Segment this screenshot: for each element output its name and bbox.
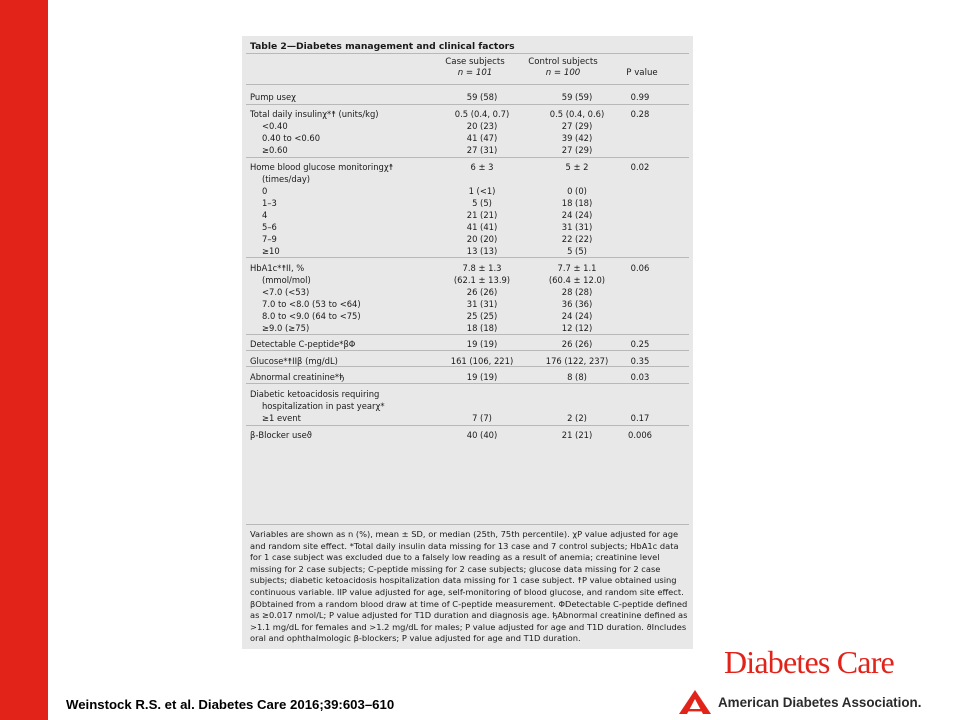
cell-control: 5 (5) — [567, 246, 587, 256]
rule — [246, 157, 689, 158]
table-row — [242, 144, 693, 156]
row-label: 8.0 to <9.0 (64 to <75) — [262, 311, 361, 321]
table-row — [242, 388, 693, 400]
table-row — [242, 132, 693, 144]
citation: Weinstock R.S. et al. Diabetes Care 2016;39:603–610 — [66, 697, 395, 712]
row-label: Home blood glucose monitoringχ☨ — [250, 162, 394, 172]
header-control — [513, 57, 613, 79]
table-panel — [242, 36, 693, 649]
cell-p: 0.28 — [630, 109, 650, 119]
row-label: Diabetic ketoacidosis requiring — [250, 389, 380, 399]
table-row — [242, 371, 693, 383]
table-row — [242, 120, 693, 132]
rule — [246, 257, 689, 258]
table-row — [242, 161, 693, 173]
rule — [246, 104, 689, 105]
cell-control: 59 (59) — [561, 92, 593, 102]
row-label: (mmol/mol) — [262, 275, 311, 285]
cell-control: 27 (29) — [561, 145, 593, 155]
rule — [246, 53, 689, 54]
cell-control: 176 (122, 237) — [545, 356, 609, 366]
cell-control: 28 (28) — [561, 287, 593, 297]
cell-p: 0.25 — [630, 339, 650, 349]
table-row — [242, 91, 693, 103]
cell-case: 26 (26) — [466, 287, 498, 297]
table-row — [242, 412, 693, 424]
row-label: 4 — [262, 210, 268, 220]
row-label: 0.40 to <0.60 — [262, 133, 321, 143]
cell-control: 24 (24) — [561, 210, 593, 220]
row-label: Abnormal creatinine*ђ — [250, 372, 345, 382]
cell-control: 0 (0) — [567, 186, 587, 196]
cell-case: 7 (7) — [472, 413, 492, 423]
table-row — [242, 355, 693, 367]
rule — [246, 350, 689, 351]
cell-control: 2 (2) — [567, 413, 587, 423]
cell-p: 0.35 — [630, 356, 650, 366]
cell-case: 13 (13) — [466, 246, 498, 256]
row-label: Pump useχ — [250, 92, 297, 102]
table-row — [242, 310, 693, 322]
cell-control: 36 (36) — [561, 299, 593, 309]
cell-case: 18 (18) — [466, 323, 498, 333]
row-label: Detectable C-peptide*βΦ — [250, 339, 356, 349]
cell-control: 27 (29) — [561, 121, 593, 131]
cell-p: 0.06 — [630, 263, 650, 273]
table-footnote: Variables are shown as n (%), mean ± SD, or median (25th, 75th percentile). χP value adjusted for age and random site effect. *Total daily insulin data missing for 13 case and 7 control subjects; HbA1c data for 1 case subject was excluded due to a falsely low reading as a result of anemia; creatinine level missing for 2 case subjects; C-peptide missing for 2 case subjects; glucose data missing for 2 case subjects; diabetic ketoacidosis hospitalization data missing for 1 case subject. ☨P value obtained using continuous variable. IIP value adjusted for age, self-monitoring of blood glucose, and random site effect. βObtained from a random blood draw at time of C-peptide measurement. ΦDetectable C-peptide defined as ≥0.017 nmol/L; P value adjusted for T1D duration and diagnosis age. ђAbnormal creatinine defined as >1.1 mg/dL for females and >1.2 mg/dL for males; P value adjusted for age and T1D duration. ϑIncludes oral and ophthalmologic β-blockers; P value adjusted for age and T1D duration. — [250, 529, 688, 644]
cell-case: 19 (19) — [466, 372, 498, 382]
cell-control: 7.7 ± 1.1 — [557, 263, 597, 273]
table-row — [242, 197, 693, 209]
cell-control: 8 (8) — [567, 372, 587, 382]
cell-control: 21 (21) — [561, 430, 593, 440]
row-label: <0.40 — [262, 121, 288, 131]
header-control-label: Control subjects — [528, 57, 598, 67]
rule — [246, 383, 689, 384]
table-row — [242, 209, 693, 221]
cell-p: 0.99 — [630, 92, 650, 102]
table-row — [242, 338, 693, 350]
cell-case: 59 (58) — [466, 92, 498, 102]
ada-logo — [676, 684, 956, 720]
row-label: 7–9 — [262, 234, 277, 244]
cell-case: 31 (31) — [466, 299, 498, 309]
cell-case: 40 (40) — [466, 430, 498, 440]
header-p-value: P value — [626, 68, 658, 78]
table-title: Table 2—Diabetes management and clinical factors — [250, 41, 515, 52]
cell-control: 24 (24) — [561, 311, 593, 321]
row-label: hospitalization in past yearχ* — [262, 401, 385, 411]
cell-case: 27 (31) — [466, 145, 498, 155]
rule — [246, 84, 689, 85]
cell-control: 0.5 (0.4, 0.6) — [549, 109, 605, 119]
header-case — [435, 57, 515, 79]
row-label: Glucose*☨IIβ (mg/dL) — [250, 356, 338, 366]
cell-case: 5 (5) — [472, 198, 492, 208]
cell-control: 12 (12) — [561, 323, 593, 333]
cell-case: 0.5 (0.4, 0.7) — [454, 109, 510, 119]
header-case-n: n = 101 — [457, 68, 493, 78]
cell-case: (62.1 ± 13.9) — [453, 275, 511, 285]
cell-case: 41 (41) — [466, 222, 498, 232]
table-row — [242, 245, 693, 257]
row-label: HbA1c*☨II, % — [250, 263, 305, 273]
table-row — [242, 185, 693, 197]
table-row — [242, 322, 693, 334]
row-label: 5–6 — [262, 222, 277, 232]
cell-case: 20 (20) — [466, 234, 498, 244]
cell-control: 5 ± 2 — [565, 162, 589, 172]
row-label: <7.0 (<53) — [262, 287, 310, 297]
rule — [246, 524, 689, 525]
cell-case: 25 (25) — [466, 311, 498, 321]
cell-control: 26 (26) — [561, 339, 593, 349]
header-case-label: Case subjects — [445, 57, 505, 67]
cell-case: 161 (106, 221) — [450, 356, 514, 366]
row-label: 0 — [262, 186, 268, 196]
cell-case: 19 (19) — [466, 339, 498, 349]
rule — [246, 425, 689, 426]
table-row — [242, 400, 693, 412]
red-side-bar — [0, 0, 48, 720]
row-label: ≥1 event — [262, 413, 301, 423]
cell-case: 20 (23) — [466, 121, 498, 131]
table-row — [242, 429, 693, 441]
cell-p: 0.006 — [628, 430, 652, 440]
cell-control: 22 (22) — [561, 234, 593, 244]
table-row — [242, 298, 693, 310]
ada-name: American Diabetes Association. — [718, 695, 922, 710]
table-row — [242, 286, 693, 298]
table-row — [242, 221, 693, 233]
row-label: (times/day) — [262, 174, 311, 184]
rule — [246, 334, 689, 335]
cell-case: 7.8 ± 1.3 — [462, 263, 502, 273]
row-label: ≥10 — [262, 246, 280, 256]
cell-case: 41 (47) — [466, 133, 498, 143]
row-label: 1–3 — [262, 198, 277, 208]
row-label: β-Blocker useϑ — [250, 430, 312, 440]
table-row — [242, 108, 693, 120]
table-row — [242, 173, 693, 185]
cell-control: (60.4 ± 12.0) — [548, 275, 606, 285]
cell-case: 21 (21) — [466, 210, 498, 220]
row-label: ≥0.60 — [262, 145, 288, 155]
ada-triangle-icon — [678, 689, 712, 715]
cell-control: 18 (18) — [561, 198, 593, 208]
row-label: Total daily insulinχ*☨ (units/kg) — [250, 109, 379, 119]
cell-p: 0.02 — [630, 162, 650, 172]
cell-p: 0.17 — [630, 413, 650, 423]
cell-case: 6 ± 3 — [470, 162, 494, 172]
header-control-n: n = 100 — [545, 68, 581, 78]
table-row — [242, 262, 693, 274]
row-label: ≥9.0 (≥75) — [262, 323, 310, 333]
diabetes-care-logo: Diabetes Care — [724, 644, 894, 680]
cell-control: 39 (42) — [561, 133, 593, 143]
table-row — [242, 274, 693, 286]
cell-p: 0.03 — [630, 372, 650, 382]
cell-case: 1 (<1) — [468, 186, 496, 196]
row-label: 7.0 to <8.0 (53 to <64) — [262, 299, 361, 309]
table-row — [242, 233, 693, 245]
cell-control: 31 (31) — [561, 222, 593, 232]
